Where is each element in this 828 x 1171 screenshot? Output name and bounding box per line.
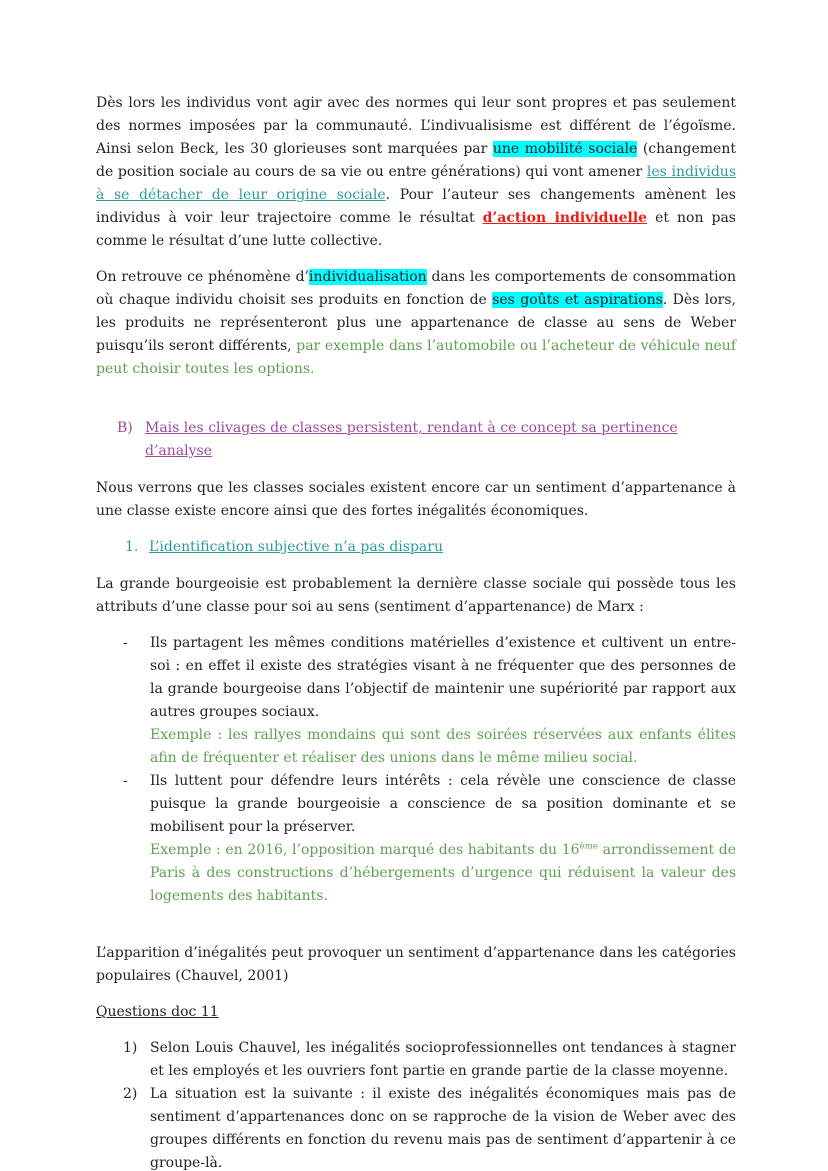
list-item-marker: - — [123, 635, 128, 651]
paragraph-grande-bourgeoisie — [96, 573, 736, 619]
text-run: . Dès lors, les produits ne représenteront plus une appartenance de classe au sens de Weber puisqu’ils seront différents, — [96, 292, 736, 354]
subsection-heading-1-marker: 1. — [125, 539, 139, 555]
section-heading-b-marker: B) — [117, 420, 133, 436]
list-item-marker: 1) — [123, 1040, 138, 1056]
list-item-text — [150, 632, 736, 770]
text-run: ème — [579, 841, 599, 852]
questions-heading — [96, 1001, 736, 1024]
text-run: une mobilité sociale — [492, 141, 638, 157]
text-run: ses goûts et aspirations — [492, 292, 663, 308]
subsection-heading-1-text — [149, 536, 736, 559]
text-run: (changement de position sociale au cours de sa vie ou entre générations) qui vont amener — [96, 141, 736, 180]
paragraph-apparition — [96, 942, 736, 988]
paragraph-individualism — [96, 92, 736, 253]
numbered-list — [123, 1037, 736, 1171]
text-run: L’apparition d’inégalités peut provoquer un sentiment d’appartenance dans les catégories populaires (Chauvel, 2001) — [96, 945, 736, 984]
section-heading-b — [117, 417, 736, 463]
list-item-text — [150, 770, 736, 908]
text-run: individualisation — [309, 269, 427, 285]
paragraph-nous-verrons — [96, 477, 736, 523]
text-run: Selon Louis Chauvel, les inégalités socioprofessionnelles ont tendances à stagner et les employés et les ouvriers font partie en grande partie de la classe moyenne. — [150, 1040, 736, 1079]
section-heading-b-text — [145, 417, 736, 463]
list-item-text — [150, 1083, 736, 1171]
list-item-marker: - — [123, 773, 128, 789]
link-text[interactable]: les individus à se détacher de leur origine sociale — [96, 164, 737, 203]
list-item-text — [150, 1037, 736, 1083]
document-content — [96, 92, 736, 1171]
list-item — [123, 1083, 736, 1171]
text-run: La grande bourgeoisie est probablement la dernière classe sociale qui possède tous les attributs d’une classe pour soi au sens (sentiment d’appartenance) de Marx : — [96, 576, 736, 615]
text-run: d’action individuelle — [482, 210, 648, 226]
text-run: et non pas comme le résultat d’une lutte collective. — [96, 210, 736, 249]
text-run: . Pour l’auteur ses changements amènent les individus à voir leur trajectoire comme le résultat — [96, 187, 736, 226]
list-item — [123, 632, 736, 770]
text-run: Dès lors les individus vont agir avec des normes qui leur sont propres et pas seulement des normes imposées par la communauté. L’indivualisisme est différent de l’égoïsme. Ainsi selon Beck, les 30 glorieuses sont marquées par — [96, 95, 736, 157]
list-item — [123, 770, 736, 908]
text-run: Exemple : en 2016, l’opposition marqué des habitants du 16 — [150, 842, 580, 858]
text-run: Nous verrons que les classes sociales existent encore car un sentiment d’appartenance à une classe existe encore ainsi que des fortes inégalités économiques. — [96, 480, 736, 519]
text-run: On retrouve ce phénomène d’ — [96, 269, 309, 285]
text-run: L’identification subjective n’a pas disparu — [149, 539, 443, 555]
list-item-marker: 2) — [123, 1086, 138, 1102]
list-item — [123, 1037, 736, 1083]
text-run: La situation est la suivante : il existe des inégalités économiques mais pas de sentiment d’appartenances donc on se rapproche de la vision de Weber avec des groupes différents en fonction du revenu mais pas de sentiment d’appartenir à ce groupe-là. — [150, 1086, 736, 1171]
text-run: Exemple : les rallyes mondains qui sont des soirées réservées aux enfants élites afin de fréquenter et réaliser des unions dans le même milieu social. — [150, 727, 736, 766]
text-run: Ils partagent les mêmes conditions matérielles d’existence et cultivent un entre-soi : en effet il existe des stratégies visant à ne fréquenter que des personnes de la grande bourgeoise dans l’objectif de maintenir une supériorité par rapport aux autres groupes sociaux. — [150, 635, 736, 720]
paragraph-consommation — [96, 266, 736, 381]
dash-list — [123, 632, 736, 908]
text-run: arrondissement de Paris à des constructions d’hébergements d’urgence qui réduisent la valeur des logements des habitants. — [150, 842, 737, 904]
text-run: Mais les clivages de classes persistent, rendant à ce concept sa pertinence d’analyse — [145, 420, 678, 459]
text-run: par exemple dans l’automobile ou l’acheteur de véhicule neuf peut choisir toutes les options. — [96, 338, 737, 377]
text-run: dans les comportements de consommation où chaque individu choisit ses produits en fonction de — [96, 269, 736, 308]
text-run: Questions doc 11 — [96, 1004, 219, 1020]
subsection-heading-1 — [125, 536, 736, 559]
text-run: Ils luttent pour défendre leurs intérêts : cela révèle une conscience de classe puisque la grande bourgeoisie a conscience de sa position dominante et se mobilisent pour la préserver. — [150, 773, 736, 835]
